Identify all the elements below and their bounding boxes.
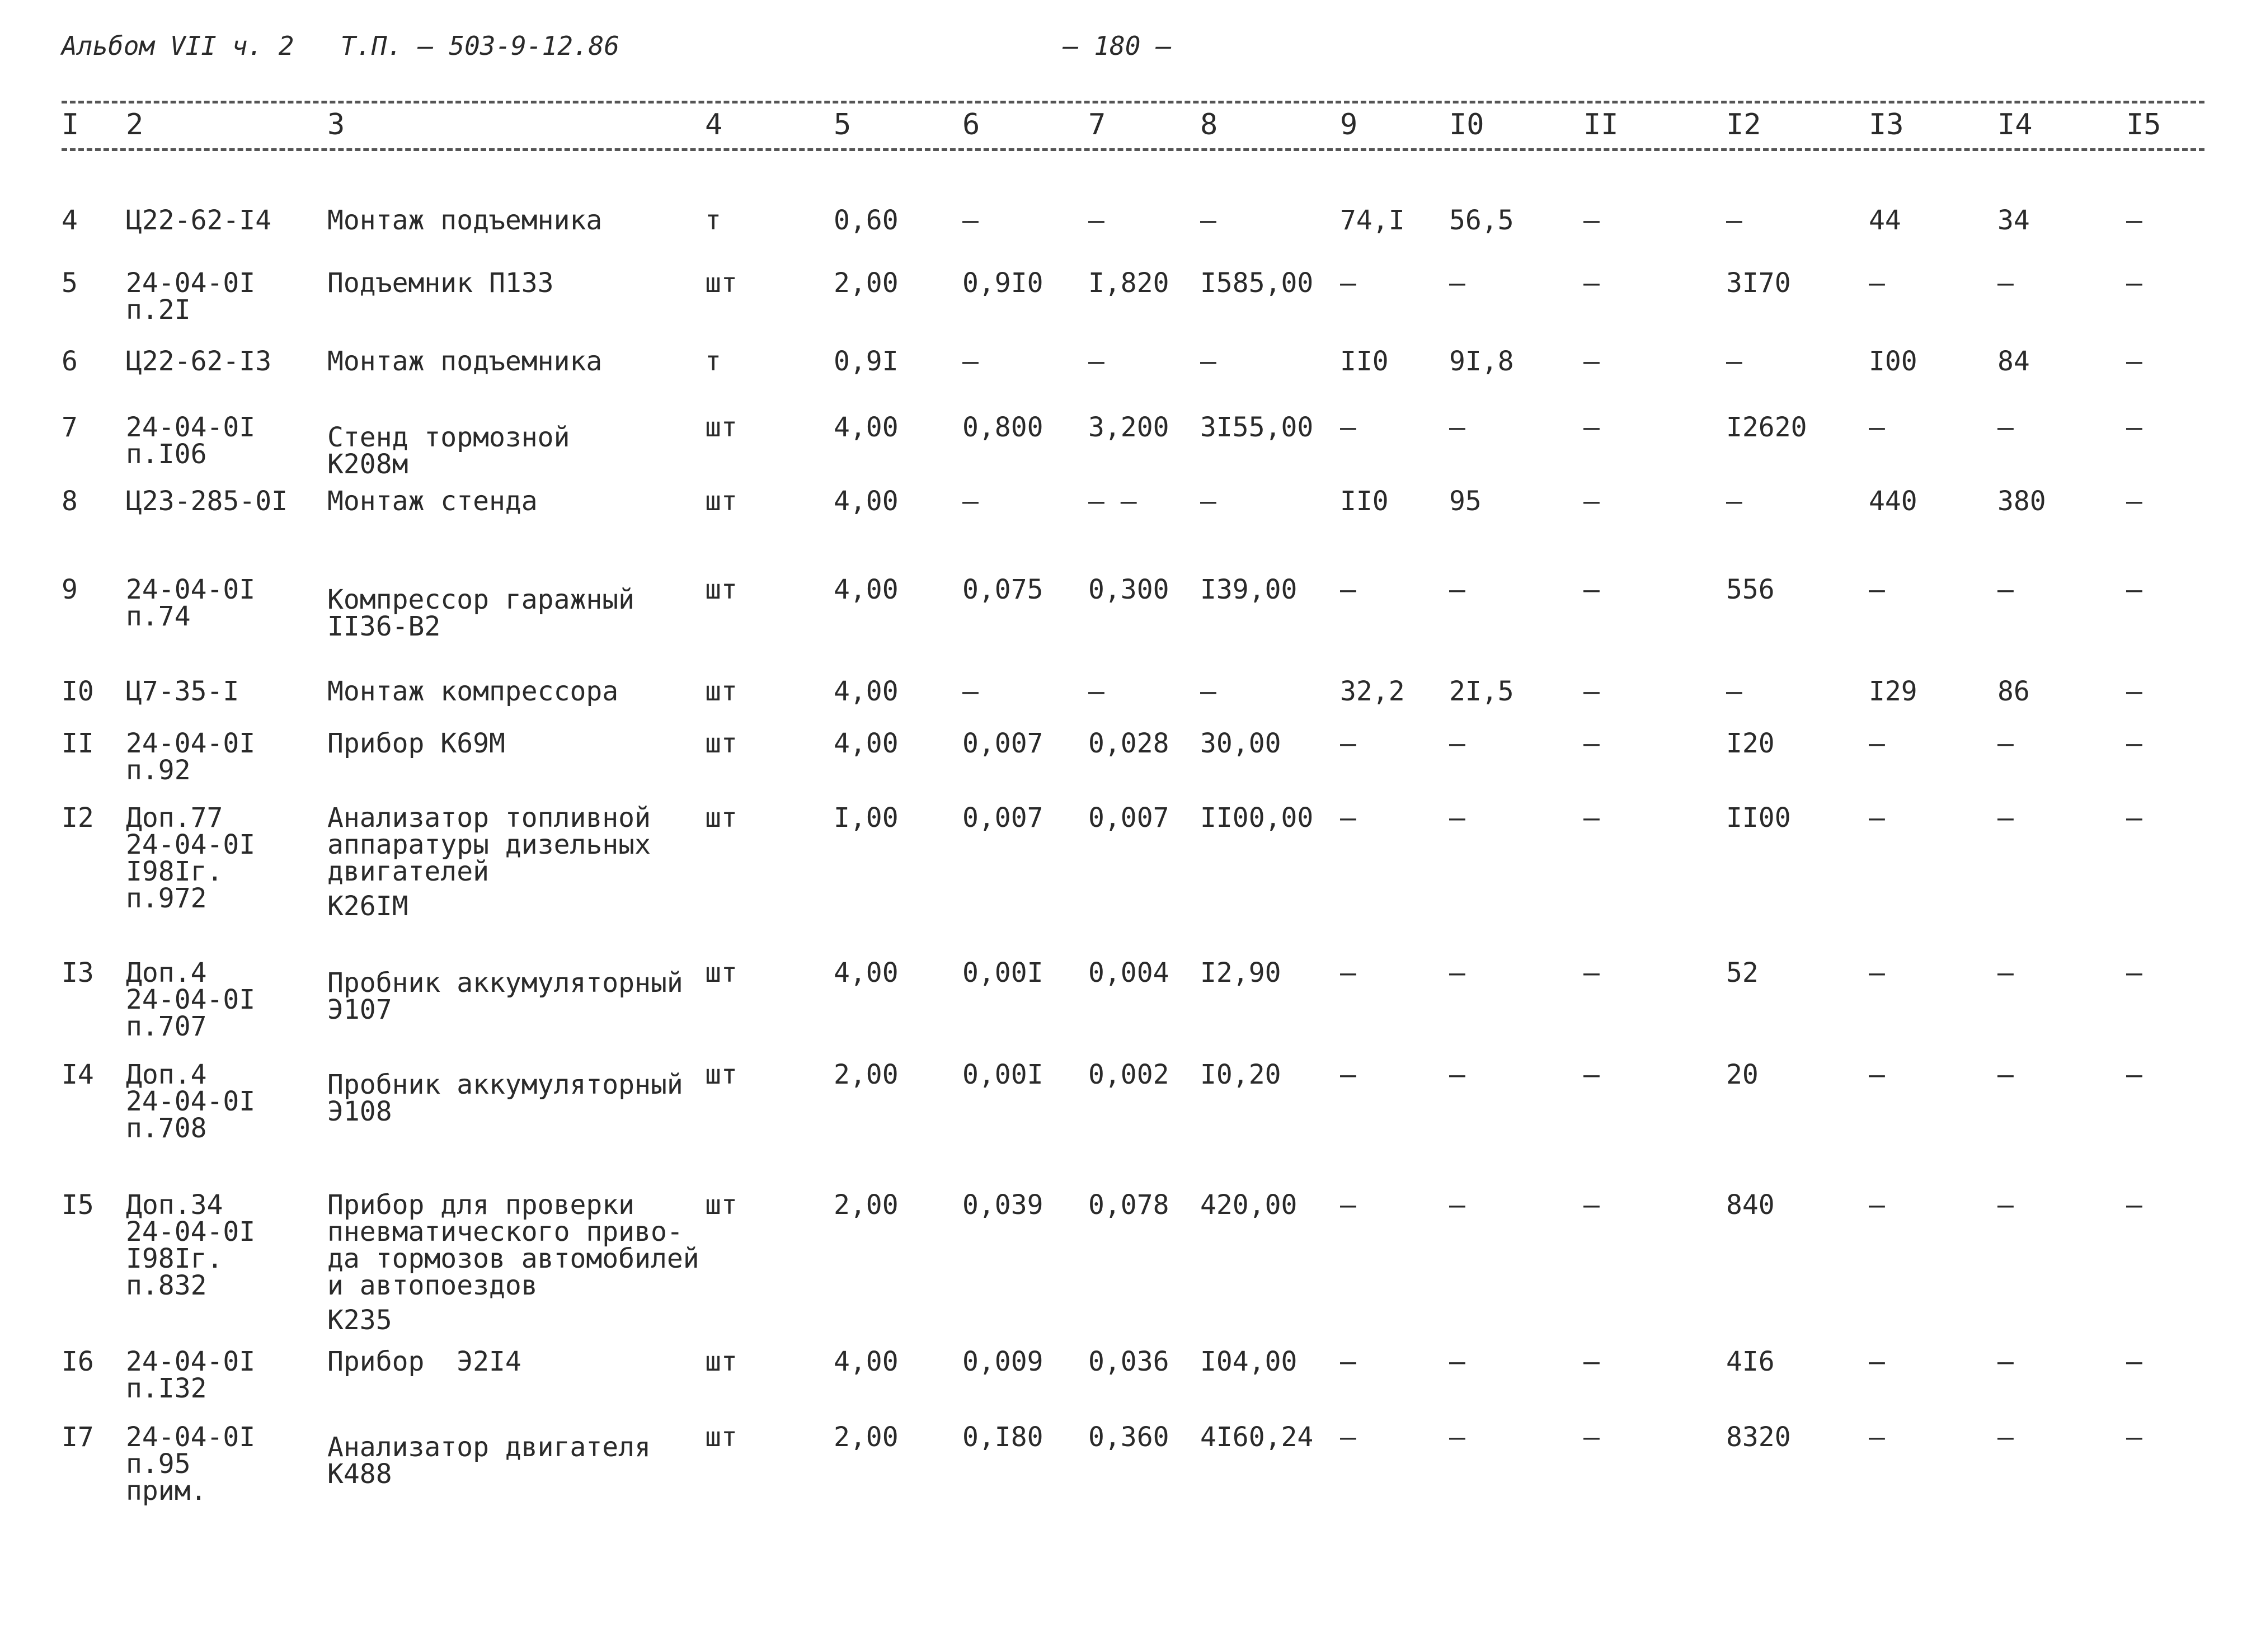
table-cell-col15: – <box>2126 1059 2142 1090</box>
table-cell-col2: п.I06 <box>126 439 207 470</box>
table-cell-col2: п.92 <box>126 755 191 786</box>
table-cell-col5: 4,00 <box>834 957 899 989</box>
table-cell-col15: – <box>2126 1346 2142 1377</box>
table-cell-col14: – <box>1997 957 2014 989</box>
table-cell-col13: – <box>1869 1422 1885 1453</box>
table-cell-col1: I3 <box>62 957 94 989</box>
table-cell-col1: II <box>62 728 94 759</box>
table-cell-col14: 34 <box>1997 205 2030 236</box>
table-cell-col1: I7 <box>62 1422 94 1453</box>
table-cell-col5: 4,00 <box>834 728 899 759</box>
table-cell-col11: – <box>1583 957 1600 989</box>
table-cell-col13: – <box>1869 412 1885 443</box>
table-cell-col15: – <box>2126 574 2142 605</box>
table-cell-col1: I5 <box>62 1189 94 1221</box>
table-cell-col7: 0,004 <box>1088 957 1169 989</box>
table-cell-col3: Монтаж компрессора <box>327 676 619 707</box>
table-cell-col11: – <box>1583 346 1600 377</box>
table-cell-col11: – <box>1583 728 1600 759</box>
table-cell-col10: 56,5 <box>1449 205 1514 236</box>
table-cell-col14: – <box>1997 1189 2014 1221</box>
table-cell-col10: – <box>1449 802 1465 834</box>
table-cell-col4: шт <box>705 1059 737 1090</box>
table-cell-col13: – <box>1869 802 1885 834</box>
spec-table <box>62 101 2204 1507</box>
table-cell-col9: – <box>1340 574 1356 605</box>
table-cell-col15: – <box>2126 267 2142 299</box>
table-cell-col2: Доп.4 <box>126 957 207 989</box>
table-cell-col10: – <box>1449 412 1465 443</box>
table-cell-col10: – <box>1449 1059 1465 1090</box>
table-cell-col2: 24-04-0I <box>126 1422 256 1453</box>
table-cell-col2: Ц7-35-I <box>126 676 239 707</box>
table-cell-col5: 2,00 <box>834 1189 899 1221</box>
table-cell-col2: 24-04-0I <box>126 267 256 299</box>
table-cell-col2: Ц22-62-I4 <box>126 205 272 236</box>
table-cell-col14: – <box>1997 412 2014 443</box>
table-cell-col2: п.708 <box>126 1113 207 1144</box>
table-cell-col7: – <box>1088 205 1104 236</box>
table-cell-col6: 0,800 <box>962 412 1043 443</box>
table-cell-col5: 0,9I <box>834 346 899 377</box>
table-cell-col15: – <box>2126 412 2142 443</box>
table-cell-col7: – <box>1088 346 1104 377</box>
table-cell-col4: шт <box>705 676 737 707</box>
table-cell-col5: 2,00 <box>834 1422 899 1453</box>
table-cell-col7: I,820 <box>1088 267 1169 299</box>
table-cell-col2: прим. <box>126 1475 207 1507</box>
table-cell-col1: 5 <box>62 267 78 299</box>
table-cell-col8: 420,00 <box>1200 1189 1298 1221</box>
table-cell-col10: 2I,5 <box>1449 676 1514 707</box>
table-cell-col3: К26IМ <box>327 891 408 922</box>
table-cell-col11: – <box>1583 267 1600 299</box>
table-cell-col10: – <box>1449 957 1465 989</box>
table-cell-col11: – <box>1583 412 1600 443</box>
table-cell-col15: – <box>2126 676 2142 707</box>
table-cell-col6: 0,I80 <box>962 1422 1043 1453</box>
table-cell-col9: – <box>1340 1422 1356 1453</box>
table-cell-col15: – <box>2126 1422 2142 1453</box>
table-cell-col2: п.832 <box>126 1270 207 1301</box>
table-cell-col2: 24-04-0I <box>126 1086 256 1117</box>
table-cell-col14: 86 <box>1997 676 2030 707</box>
table-cell-col7: 0,036 <box>1088 1346 1169 1377</box>
table-cell-col3: двигателей <box>327 856 489 887</box>
table-cell-col5: 2,00 <box>834 1059 899 1090</box>
table-cell-col12: 3I70 <box>1726 267 1791 299</box>
column-header-11: II <box>1583 108 1619 142</box>
table-cell-col1: 7 <box>62 412 78 443</box>
column-header-7: 7 <box>1088 108 1106 142</box>
table-cell-col3: Пробник аккумуляторный <box>327 1069 683 1100</box>
table-cell-col5: 4,00 <box>834 574 899 605</box>
table-cell-col7: 0,300 <box>1088 574 1169 605</box>
page-number: – 180 – <box>1063 31 1172 61</box>
table-cell-col11: – <box>1583 1189 1600 1221</box>
table-cell-col6: – <box>962 486 979 517</box>
table-cell-col2: 24-04-0I <box>126 574 256 605</box>
table-cell-col8: – <box>1200 676 1216 707</box>
table-cell-col9: II0 <box>1340 486 1389 517</box>
table-cell-col12: – <box>1726 486 1742 517</box>
table-cell-col3: аппаратуры дизельных <box>327 829 651 860</box>
table-cell-col12: 556 <box>1726 574 1775 605</box>
table-cell-col2: п.95 <box>126 1448 191 1480</box>
table-cell-col10: 9I,8 <box>1449 346 1514 377</box>
table-cell-col13: – <box>1869 267 1885 299</box>
table-cell-col11: – <box>1583 574 1600 605</box>
table-cell-col8: I2,90 <box>1200 957 1281 989</box>
table-cell-col3: и автопоездов <box>327 1270 538 1301</box>
table-cell-col3: К488 <box>327 1458 392 1490</box>
table-cell-col14: – <box>1997 1346 2014 1377</box>
table-cell-col8: 3I55,00 <box>1200 412 1314 443</box>
table-cell-col13: – <box>1869 957 1885 989</box>
table-cell-col6: – <box>962 205 979 236</box>
table-cell-col2: Доп.34 <box>126 1189 223 1221</box>
table-cell-col1: 4 <box>62 205 78 236</box>
table-cell-col14: – <box>1997 267 2014 299</box>
table-cell-col9: – <box>1340 1346 1356 1377</box>
table-cell-col13: I00 <box>1869 346 1917 377</box>
table-cell-col13: – <box>1869 728 1885 759</box>
table-cell-col10: – <box>1449 1346 1465 1377</box>
table-cell-col2: п.74 <box>126 601 191 632</box>
table-cell-col1: 9 <box>62 574 78 605</box>
table-cell-col7: 0,078 <box>1088 1189 1169 1221</box>
table-cell-col4: шт <box>705 1346 737 1377</box>
table-cell-col12: 8320 <box>1726 1422 1791 1453</box>
table-cell-col11: – <box>1583 486 1600 517</box>
table-cell-col13: – <box>1869 1059 1885 1090</box>
table-cell-col15: – <box>2126 802 2142 834</box>
table-cell-col2: Доп.77 <box>126 802 223 834</box>
table-cell-col14: – <box>1997 1422 2014 1453</box>
table-cell-col3: Пробник аккумуляторный <box>327 967 683 999</box>
table-cell-col12: 4I6 <box>1726 1346 1775 1377</box>
table-cell-col8: I585,00 <box>1200 267 1314 299</box>
column-header-10: I0 <box>1449 108 1484 142</box>
table-cell-col9: – <box>1340 802 1356 834</box>
table-cell-col5: 2,00 <box>834 267 899 299</box>
column-header-2: 2 <box>126 108 144 142</box>
table-cell-col15: – <box>2126 346 2142 377</box>
table-cell-col10: – <box>1449 1422 1465 1453</box>
table-cell-col9: 32,2 <box>1340 676 1405 707</box>
table-cell-col4: шт <box>705 486 737 517</box>
table-cell-col12: 52 <box>1726 957 1759 989</box>
table-cell-col15: – <box>2126 205 2142 236</box>
table-cell-col4: шт <box>705 1189 737 1221</box>
table-cell-col13: – <box>1869 1346 1885 1377</box>
table-cell-col3: Анализатор двигателя <box>327 1432 651 1463</box>
table-cell-col6: 0,007 <box>962 802 1043 834</box>
column-header-12: I2 <box>1726 108 1761 142</box>
table-cell-col11: – <box>1583 1422 1600 1453</box>
table-cell-col6: 0,9I0 <box>962 267 1043 299</box>
table-cell-col3: Прибор К69М <box>327 728 505 759</box>
table-cell-col8: – <box>1200 205 1216 236</box>
table-cell-col9: II0 <box>1340 346 1389 377</box>
table-cell-col4: т <box>705 205 721 236</box>
table-cell-col2: 24-04-0I <box>126 1346 256 1377</box>
page-header <box>62 31 2188 76</box>
column-header-1: I <box>62 108 79 142</box>
table-cell-col4: т <box>705 346 721 377</box>
table-cell-col8: 30,00 <box>1200 728 1281 759</box>
column-header-5: 5 <box>834 108 852 142</box>
column-header-8: 8 <box>1200 108 1218 142</box>
table-cell-col5: 4,00 <box>834 486 899 517</box>
table-cell-col14: – <box>1997 802 2014 834</box>
table-cell-col4: шт <box>705 957 737 989</box>
table-cell-col1: I6 <box>62 1346 94 1377</box>
table-cell-col13: 440 <box>1869 486 1917 517</box>
table-cell-col9: – <box>1340 412 1356 443</box>
table-cell-col2: Ц23-285-0I <box>126 486 288 517</box>
table-cell-col12: – <box>1726 205 1742 236</box>
table-cell-col3: Стенд тормозной <box>327 422 570 453</box>
table-cell-col3: Э108 <box>327 1096 392 1127</box>
table-cell-col1: 8 <box>62 486 78 517</box>
table-cell-col15: – <box>2126 1189 2142 1221</box>
table-cell-col8: – <box>1200 346 1216 377</box>
table-cell-col11: – <box>1583 802 1600 834</box>
table-cell-col3: Подъемник П133 <box>327 267 554 299</box>
table-cell-col13: – <box>1869 574 1885 605</box>
table-cell-col9: – <box>1340 957 1356 989</box>
table-cell-col2: 24-04-0I <box>126 984 256 1015</box>
table-cell-col4: шт <box>705 574 737 605</box>
table-cell-col15: – <box>2126 728 2142 759</box>
table-cell-col7: – – <box>1088 486 1137 517</box>
table-cell-col6: – <box>962 676 979 707</box>
table-cell-col4: шт <box>705 802 737 834</box>
column-header-14: I4 <box>1997 108 2033 142</box>
table-cell-col1: I2 <box>62 802 94 834</box>
table-cell-col8: I39,00 <box>1200 574 1298 605</box>
table-cell-col13: – <box>1869 1189 1885 1221</box>
table-cell-col6: – <box>962 346 979 377</box>
table-cell-col9: 74,I <box>1340 205 1405 236</box>
table-cell-col14: 84 <box>1997 346 2030 377</box>
column-header-3: 3 <box>327 108 345 142</box>
table-cell-col2: п.707 <box>126 1011 207 1042</box>
table-cell-col3: К208м <box>327 449 408 480</box>
table-cell-col12: – <box>1726 676 1742 707</box>
table-cell-col6: 0,00I <box>962 1059 1043 1090</box>
table-cell-col15: – <box>2126 957 2142 989</box>
table-cell-col2: 24-04-0I <box>126 829 256 860</box>
table-cell-col12: I20 <box>1726 728 1775 759</box>
table-cell-col8: 4I60,24 <box>1200 1422 1314 1453</box>
table-cell-col9: – <box>1340 1059 1356 1090</box>
table-cell-col8: – <box>1200 486 1216 517</box>
table-cell-col3: Монтаж подъемника <box>327 346 603 377</box>
table-cell-col6: 0,009 <box>962 1346 1043 1377</box>
table-cell-col7: 0,028 <box>1088 728 1169 759</box>
table-cell-col4: шт <box>705 1422 737 1453</box>
column-header-6: 6 <box>962 108 980 142</box>
table-cell-col5: 0,60 <box>834 205 899 236</box>
table-cell-col2: п.972 <box>126 883 207 914</box>
table-cell-col10: – <box>1449 574 1465 605</box>
table-cell-col1: I0 <box>62 676 94 707</box>
table-cell-col7: 0,007 <box>1088 802 1169 834</box>
table-cell-col1: 6 <box>62 346 78 377</box>
table-cell-col12: 20 <box>1726 1059 1759 1090</box>
table-cell-col11: – <box>1583 205 1600 236</box>
table-cell-col3: Монтаж стенда <box>327 486 538 517</box>
table-cell-col8: I04,00 <box>1200 1346 1298 1377</box>
table-cell-col4: шт <box>705 728 737 759</box>
table-cell-col13: 44 <box>1869 205 1901 236</box>
column-header-15: I5 <box>2126 108 2161 142</box>
table-cell-col3: Прибор для проверки <box>327 1189 635 1221</box>
table-cell-col10: – <box>1449 728 1465 759</box>
table-cell-col3: Монтаж подъемника <box>327 205 603 236</box>
table-cell-col11: – <box>1583 676 1600 707</box>
table-cell-col6: 0,00I <box>962 957 1043 989</box>
table-cell-col3: К235 <box>327 1305 392 1336</box>
table-cell-col14: – <box>1997 728 2014 759</box>
table-cell-col8: I0,20 <box>1200 1059 1281 1090</box>
table-cell-col12: II00 <box>1726 802 1791 834</box>
table-cell-col14: – <box>1997 1059 2014 1090</box>
table-cell-col13: I29 <box>1869 676 1917 707</box>
table-cell-col7: 0,360 <box>1088 1422 1169 1453</box>
table-cell-col10: – <box>1449 1189 1465 1221</box>
table-cell-col3: Э107 <box>327 994 392 1025</box>
table-cell-col6: 0,007 <box>962 728 1043 759</box>
table-cell-col3: Прибор Э2I4 <box>327 1346 521 1377</box>
table-cell-col9: – <box>1340 1189 1356 1221</box>
table-cell-col7: – <box>1088 676 1104 707</box>
table-cell-col11: – <box>1583 1059 1600 1090</box>
table-cell-col5: 4,00 <box>834 676 899 707</box>
table-cell-col2: 24-04-0I <box>126 1216 256 1248</box>
table-cell-col2: п.2I <box>126 294 191 326</box>
table-cell-col14: 380 <box>1997 486 2046 517</box>
table-cell-col15: – <box>2126 486 2142 517</box>
table-cell-col2: Доп.4 <box>126 1059 207 1090</box>
table-cell-col5: I,00 <box>834 802 899 834</box>
column-header-9: 9 <box>1340 108 1358 142</box>
table-cell-col3: Компрессор гаражный <box>327 584 635 615</box>
table-cell-col12: – <box>1726 346 1742 377</box>
table-cell-col2: I98Iг. <box>126 856 223 887</box>
table-cell-col4: шт <box>705 267 737 299</box>
column-header-13: I3 <box>1869 108 1904 142</box>
column-header-row <box>62 103 2204 148</box>
table-cell-col3: Анализатор топливной <box>327 802 651 834</box>
table-cell-col8: II00,00 <box>1200 802 1314 834</box>
column-header-4: 4 <box>705 108 723 142</box>
table-cell-col6: 0,075 <box>962 574 1043 605</box>
table-cell-col10: – <box>1449 267 1465 299</box>
table-cell-col3: пневматического приво- <box>327 1216 683 1248</box>
table-cell-col5: 4,00 <box>834 1346 899 1377</box>
table-cell-col2: п.I32 <box>126 1373 207 1404</box>
table-cell-col3: II36-В2 <box>327 611 441 642</box>
table-cell-col11: – <box>1583 1346 1600 1377</box>
table-cell-col6: 0,039 <box>962 1189 1043 1221</box>
table-body <box>62 151 2204 1507</box>
album-title: Альбом VII ч. 2 Т.П. – 503-9-12.86 <box>62 31 620 61</box>
table-cell-col12: 840 <box>1726 1189 1775 1221</box>
table-cell-col7: 3,200 <box>1088 412 1169 443</box>
table-cell-col9: – <box>1340 728 1356 759</box>
table-cell-col12: I2620 <box>1726 412 1807 443</box>
table-cell-col10: 95 <box>1449 486 1482 517</box>
table-cell-col14: – <box>1997 574 2014 605</box>
table-cell-col7: 0,002 <box>1088 1059 1169 1090</box>
table-cell-col2: 24-04-0I <box>126 412 256 443</box>
table-cell-col4: шт <box>705 412 737 443</box>
table-cell-col5: 4,00 <box>834 412 899 443</box>
table-cell-col3: да тормозов автомобилей <box>327 1243 699 1274</box>
table-cell-col1: I4 <box>62 1059 94 1090</box>
table-cell-col9: – <box>1340 267 1356 299</box>
table-cell-col2: I98Iг. <box>126 1243 223 1274</box>
table-cell-col2: 24-04-0I <box>126 728 256 759</box>
table-cell-col2: Ц22-62-I3 <box>126 346 272 377</box>
